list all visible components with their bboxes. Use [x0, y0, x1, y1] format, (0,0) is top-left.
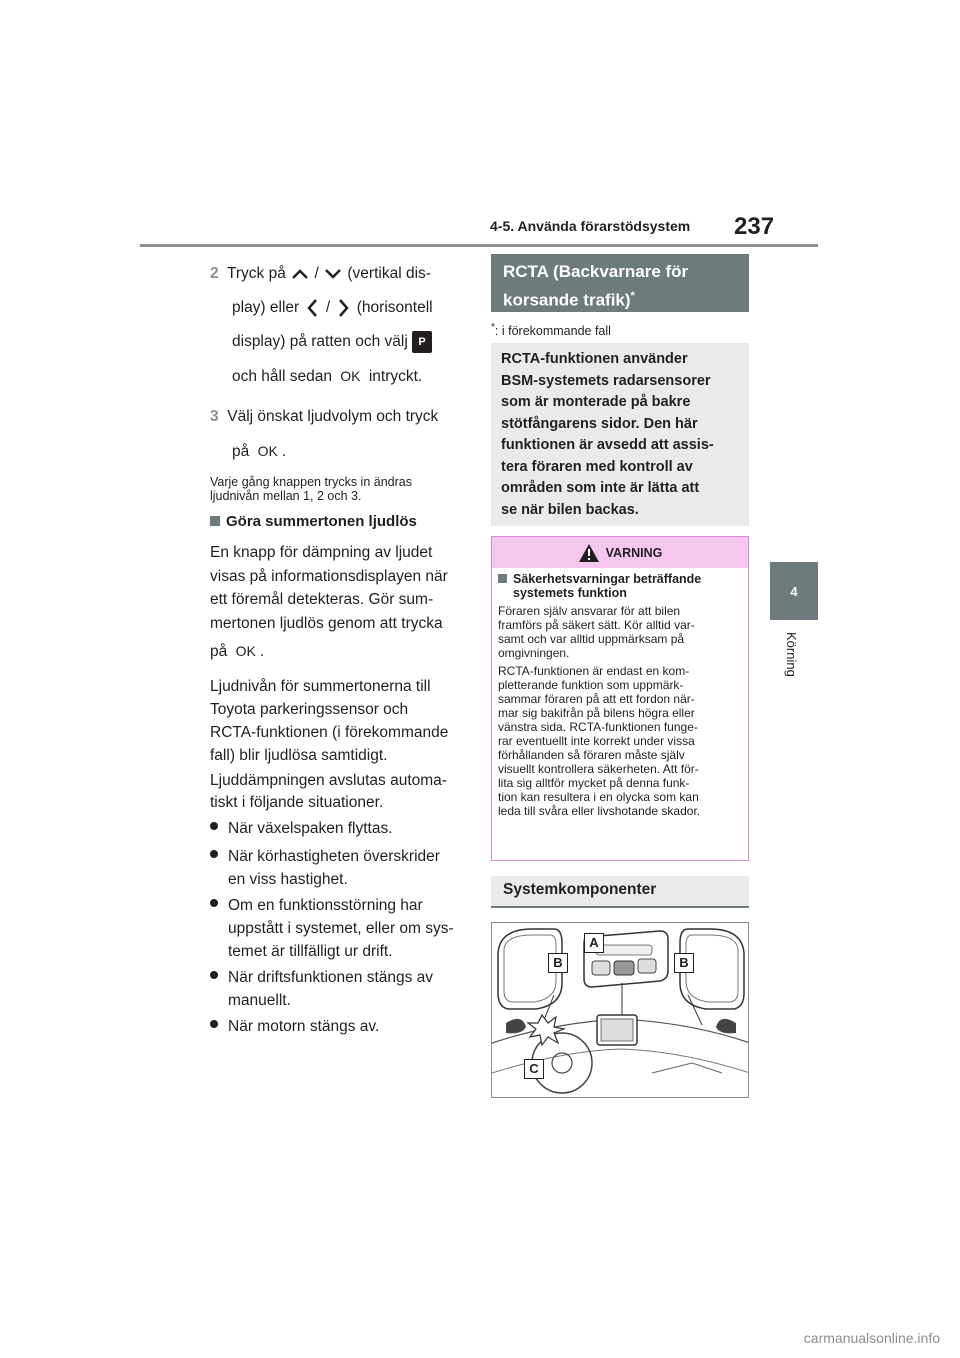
chevron-left-icon: [304, 297, 322, 319]
callout-c: C: [524, 1059, 544, 1079]
bullet-list: [210, 818, 465, 1040]
bullet-dot-icon: [210, 1020, 218, 1028]
warning-header: VARNING: [492, 537, 748, 568]
ok-button-icon: OK: [340, 368, 361, 384]
rcta-intro: RCTA-funktionen använder BSM-systemets radarsensorer som är monterade på bakre stötfångarens sidor. Den här funktionen är avsedd att assis- tera föraren med kontroll av områden som inte är lätta att se när bilen backas.: [491, 343, 749, 526]
callout-a: A: [584, 933, 604, 953]
warning-box: [491, 536, 749, 861]
header-rule: [140, 244, 818, 247]
list-item: Om en funktionsstörning har uppstått i systemet, eller om sys- temet är tillfälligt ur drift.: [210, 895, 465, 964]
mute-paragraph: En knapp för dämpning av ljudet visas på informationsdisplayen när ett föremål detekteras. Gör sum- mertonen ljudlös genom att trycka på OK .: [210, 544, 448, 660]
mute-subheading: Göra summertonen ljudlös: [210, 513, 465, 530]
step-2: 2 Tryck på / (vertikal dis- play) eller / (horisontell display) på ratten och välj P och håll sedan OK intryckt.: [210, 265, 433, 385]
ok-button-icon: OK: [257, 443, 278, 459]
step-number: 2: [210, 265, 219, 282]
chevron-up-icon: [290, 267, 310, 281]
ok-button-icon: OK: [235, 643, 256, 659]
bullet-dot-icon: [210, 899, 218, 907]
rcta-heading: RCTA (Backvarnare för korsande trafik)*: [491, 254, 749, 312]
system-components-heading: Systemkomponenter: [491, 876, 749, 908]
parking-sensor-icon: P: [412, 331, 432, 353]
warning-subheading: Säkerhetsvarningar beträffande systemets funktion: [498, 572, 742, 600]
list-item: När körhastigheten överskrider en viss hastighet.: [210, 846, 465, 892]
chapter-tab: 4: [770, 562, 818, 620]
system-components-figure: [491, 922, 749, 1098]
warning-paragraph-2: RCTA-funktionen är endast en kom- pletterande funktion som uppmärk- sammar föraren på att ett fordon när- mar sig bakifrån på bilens högra eller vänstra sida. RCTA-funktionen funge- rar eventuellt inte korrekt under vissa förhållanden så föraren måste själv visuellt kontrollera säkerheten. Att för- lita sig alltför mycket på denna funk- tion kan resultera i en olycka som kan leda till svåra eller livshotande skador.: [498, 664, 701, 818]
bullet-dot-icon: [210, 971, 218, 979]
chevron-right-icon: [334, 297, 352, 319]
callout-b-left: B: [548, 953, 568, 973]
sound-level-paragraph: Ljudnivån för summertonerna till Toyota parkeringssensor och RCTA-funktionen (i förekommande fall) blir ljudlösa samtidigt.: [210, 678, 449, 764]
page-number: 237: [734, 213, 775, 240]
callout-b-right: B: [674, 953, 694, 973]
watermark: carmanualsonline.info: [803, 1330, 940, 1346]
cancel-paragraph: Ljuddämpningen avslutas automa- tiskt i följande situationer.: [210, 772, 447, 811]
volume-note: Varje gång knappen trycks in ändras ljudnivån mellan 1, 2 och 3.: [210, 475, 412, 503]
square-bullet-icon: [210, 516, 220, 526]
footnote: *: i förekommande fall: [491, 322, 611, 339]
list-item: När motorn stängs av.: [210, 1016, 465, 1040]
warning-triangle-icon: [578, 543, 600, 563]
step-3: 3 Välj önskat ljudvolym och tryck på OK .: [210, 408, 439, 460]
warning-paragraph-1: Föraren själv ansvarar för att bilen framförs på säkert sätt. Kör alltid var- samt och var alltid uppmärksam på omgivningen.: [498, 604, 695, 660]
bullet-dot-icon: [210, 850, 218, 858]
step-number: 3: [210, 408, 219, 425]
chevron-down-icon: [323, 267, 343, 281]
list-item: När driftsfunktionen stängs av manuellt.: [210, 967, 465, 1013]
bullet-dot-icon: [210, 822, 218, 830]
square-bullet-icon: [498, 574, 507, 583]
list-item: När växelspaken flyttas.: [210, 818, 465, 844]
chapter-label: Körning: [784, 632, 799, 677]
section-title: 4-5. Använda förarstödsystem: [490, 218, 691, 234]
